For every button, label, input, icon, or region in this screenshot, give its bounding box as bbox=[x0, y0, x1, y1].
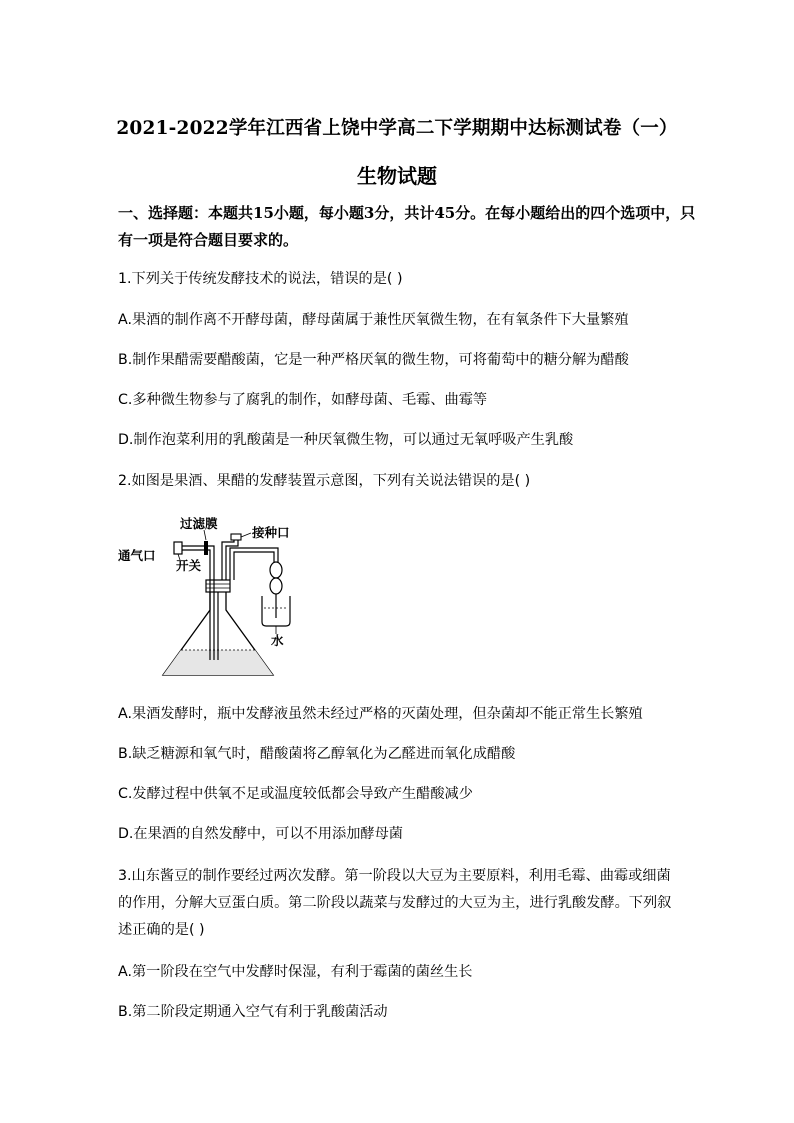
page-subtitle: 生物试题 bbox=[357, 164, 437, 188]
bulb-upper bbox=[270, 562, 282, 578]
q1-option-a: A.果酒的制作离不开酵母菌，酵母菌属于兼性厌氧微生物，在有氧条件下大量繁殖 bbox=[118, 312, 629, 328]
q3-stem-line1: 3.山东酱豆的制作要经过两次发酵。第一阶段以大豆为主要原料，利用毛霉、曲霉或细菌 bbox=[118, 868, 671, 884]
q3-option-b: B.第二阶段定期通入空气有利于乳酸菌活动 bbox=[118, 1004, 388, 1020]
label-filter: 过滤膜 bbox=[180, 516, 218, 531]
switch-valve bbox=[174, 542, 182, 554]
q2-option-c: C.发酵过程中供氧不足或温度较低都会导致产生醋酸减少 bbox=[118, 786, 473, 802]
label-port: 接种口 bbox=[252, 525, 290, 540]
q2-stem: 2.如图是果酒、果醋的发酵装置示意图，下列有关说法错误的是( ) bbox=[118, 473, 531, 489]
q1-stem: 1.下列关于传统发酵技术的说法，错误的是( ) bbox=[118, 271, 403, 287]
inoculation-tube bbox=[222, 538, 234, 580]
bulb-lower bbox=[270, 578, 282, 594]
section-heading-line1: 一、选择题：本题共15小题，每小题3分，共计45分。在每小题给出的四个选项中，只 bbox=[118, 204, 696, 222]
q3-stem-line3: 述正确的是( ) bbox=[118, 922, 205, 938]
page-title: 2021-2022学年江西省上饶中学高二下学期期中达标测试卷（一） bbox=[116, 118, 678, 139]
label-switch: 开关 bbox=[176, 558, 202, 573]
q2-option-a: A.果酒发酵时，瓶中发酵液虽然未经过严格的灭菌处理，但杂菌却不能正常生长繁殖 bbox=[118, 706, 643, 722]
filter-membrane bbox=[204, 541, 208, 555]
q1-option-b: B.制作果醋需要醋酸菌，它是一种严格厌氧的微生物，可将葡萄中的糖分解为醋酸 bbox=[118, 352, 629, 368]
inoculation-port bbox=[231, 534, 241, 540]
q2-option-b: B.缺乏糖源和氧气时，醋酸菌将乙醇氧化为乙醛进而氧化成醋酸 bbox=[118, 746, 516, 762]
fermentation-apparatus-figure bbox=[118, 510, 308, 690]
q3-option-a: A.第一阶段在空气中发酵时保湿，有利于霉菌的菌丝生长 bbox=[118, 964, 473, 980]
label-inlet: 通气口 bbox=[118, 548, 156, 563]
section-heading-line2: 有一项是符合题目要求的。 bbox=[118, 231, 299, 249]
q1-option-d: D.制作泡菜利用的乳酸菌是一种厌氧微生物，可以通过无氧呼吸产生乳酸 bbox=[118, 432, 574, 448]
q3-stem-line2: 的作用，分解大豆蛋白质。第二阶段以蔬菜与发酵过的大豆为主，进行乳酸发酵。下列叙 bbox=[118, 895, 672, 911]
label-water: 水 bbox=[271, 633, 284, 648]
q2-option-d: D.在果酒的自然发酵中，可以不用添加酵母菌 bbox=[118, 826, 403, 842]
q1-option-c: C.多种微生物参与了腐乳的制作，如酵母菌、毛霉、曲霉等 bbox=[118, 392, 488, 408]
